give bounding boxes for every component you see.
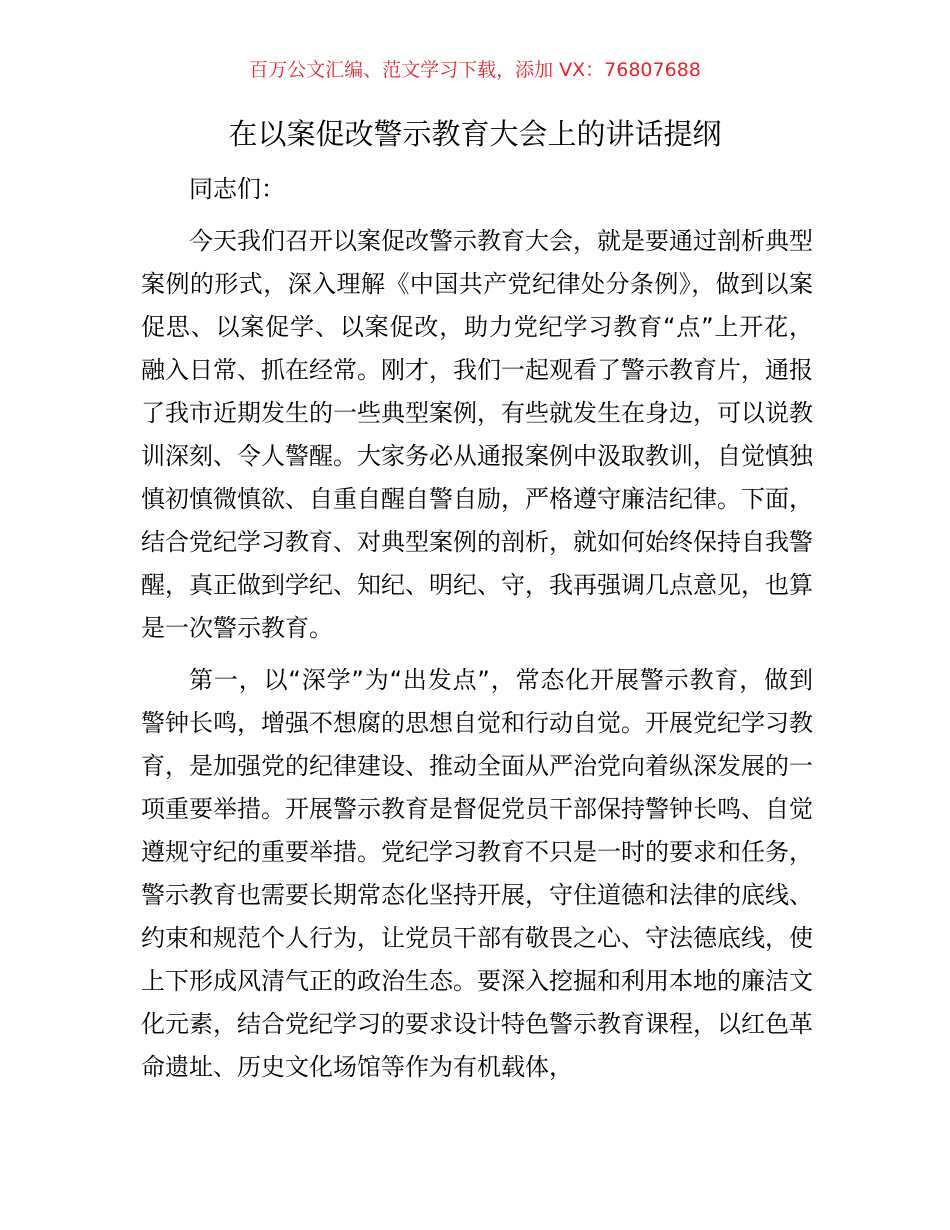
header-banner: 百万公文汇编、范文学习下载，添加 VX：76807688 <box>249 59 701 81</box>
document-body <box>141 168 813 1098</box>
salutation: 同志们： <box>189 175 285 203</box>
paragraph-first-point: 第一，以“深学”为“出发点”，常态化开展警示教育，做到警钟长鸣，增强不想腐的思想自觉和行动自觉。开展党纪学习教育，是加强党的纪律建设、推动全面从严治党向着纵深发展的一项重要举措。开展警示教育是督促党员干部保持警钟长鸣、自觉遵规守纪的重要举措。党纪学习教育不只是一时的要求和任务，警示教育也需要长期常态化坚持开展，守住道德和法律的底线、约束和规范个人行为，让党员干部有敬畏之心、守法德底线，使上下形成风清气正的政治生态。要深入挖掘和利用本地的廉洁文化元素，结合党纪学习的要求设计特色警示教育课程，以红色革命遗址、历史文化场馆等作为有机载体， <box>141 666 813 1081</box>
paragraph-intro: 今天我们召开以案促改警示教育大会，就是要通过剖析典型案例的形式，深入理解《中国共产党纪律处分条例》，做到以案促思、以案促学、以案促改，助力党纪学习教育“点”上开花，融入日常、抓在经常。刚才，我们一起观看了警示教育片，通报了我市近期发生的一些典型案例，有些就发生在身边，可以说教训深刻、令人警醒。大家务必从通报案例中汲取教训，自觉慎独慎初慎微慎欲、自重自醒自警自励，严格遵守廉洁纪律。下面，结合党纪学习教育、对典型案例的剖析，就如何始终保持自我警醒，真正做到学纪、知纪、明纪、守，我再强调几点意见，也算是一次警示教育。 <box>141 227 813 642</box>
document-title: 在以案促改警示教育大会上的讲话提纲 <box>228 117 722 151</box>
